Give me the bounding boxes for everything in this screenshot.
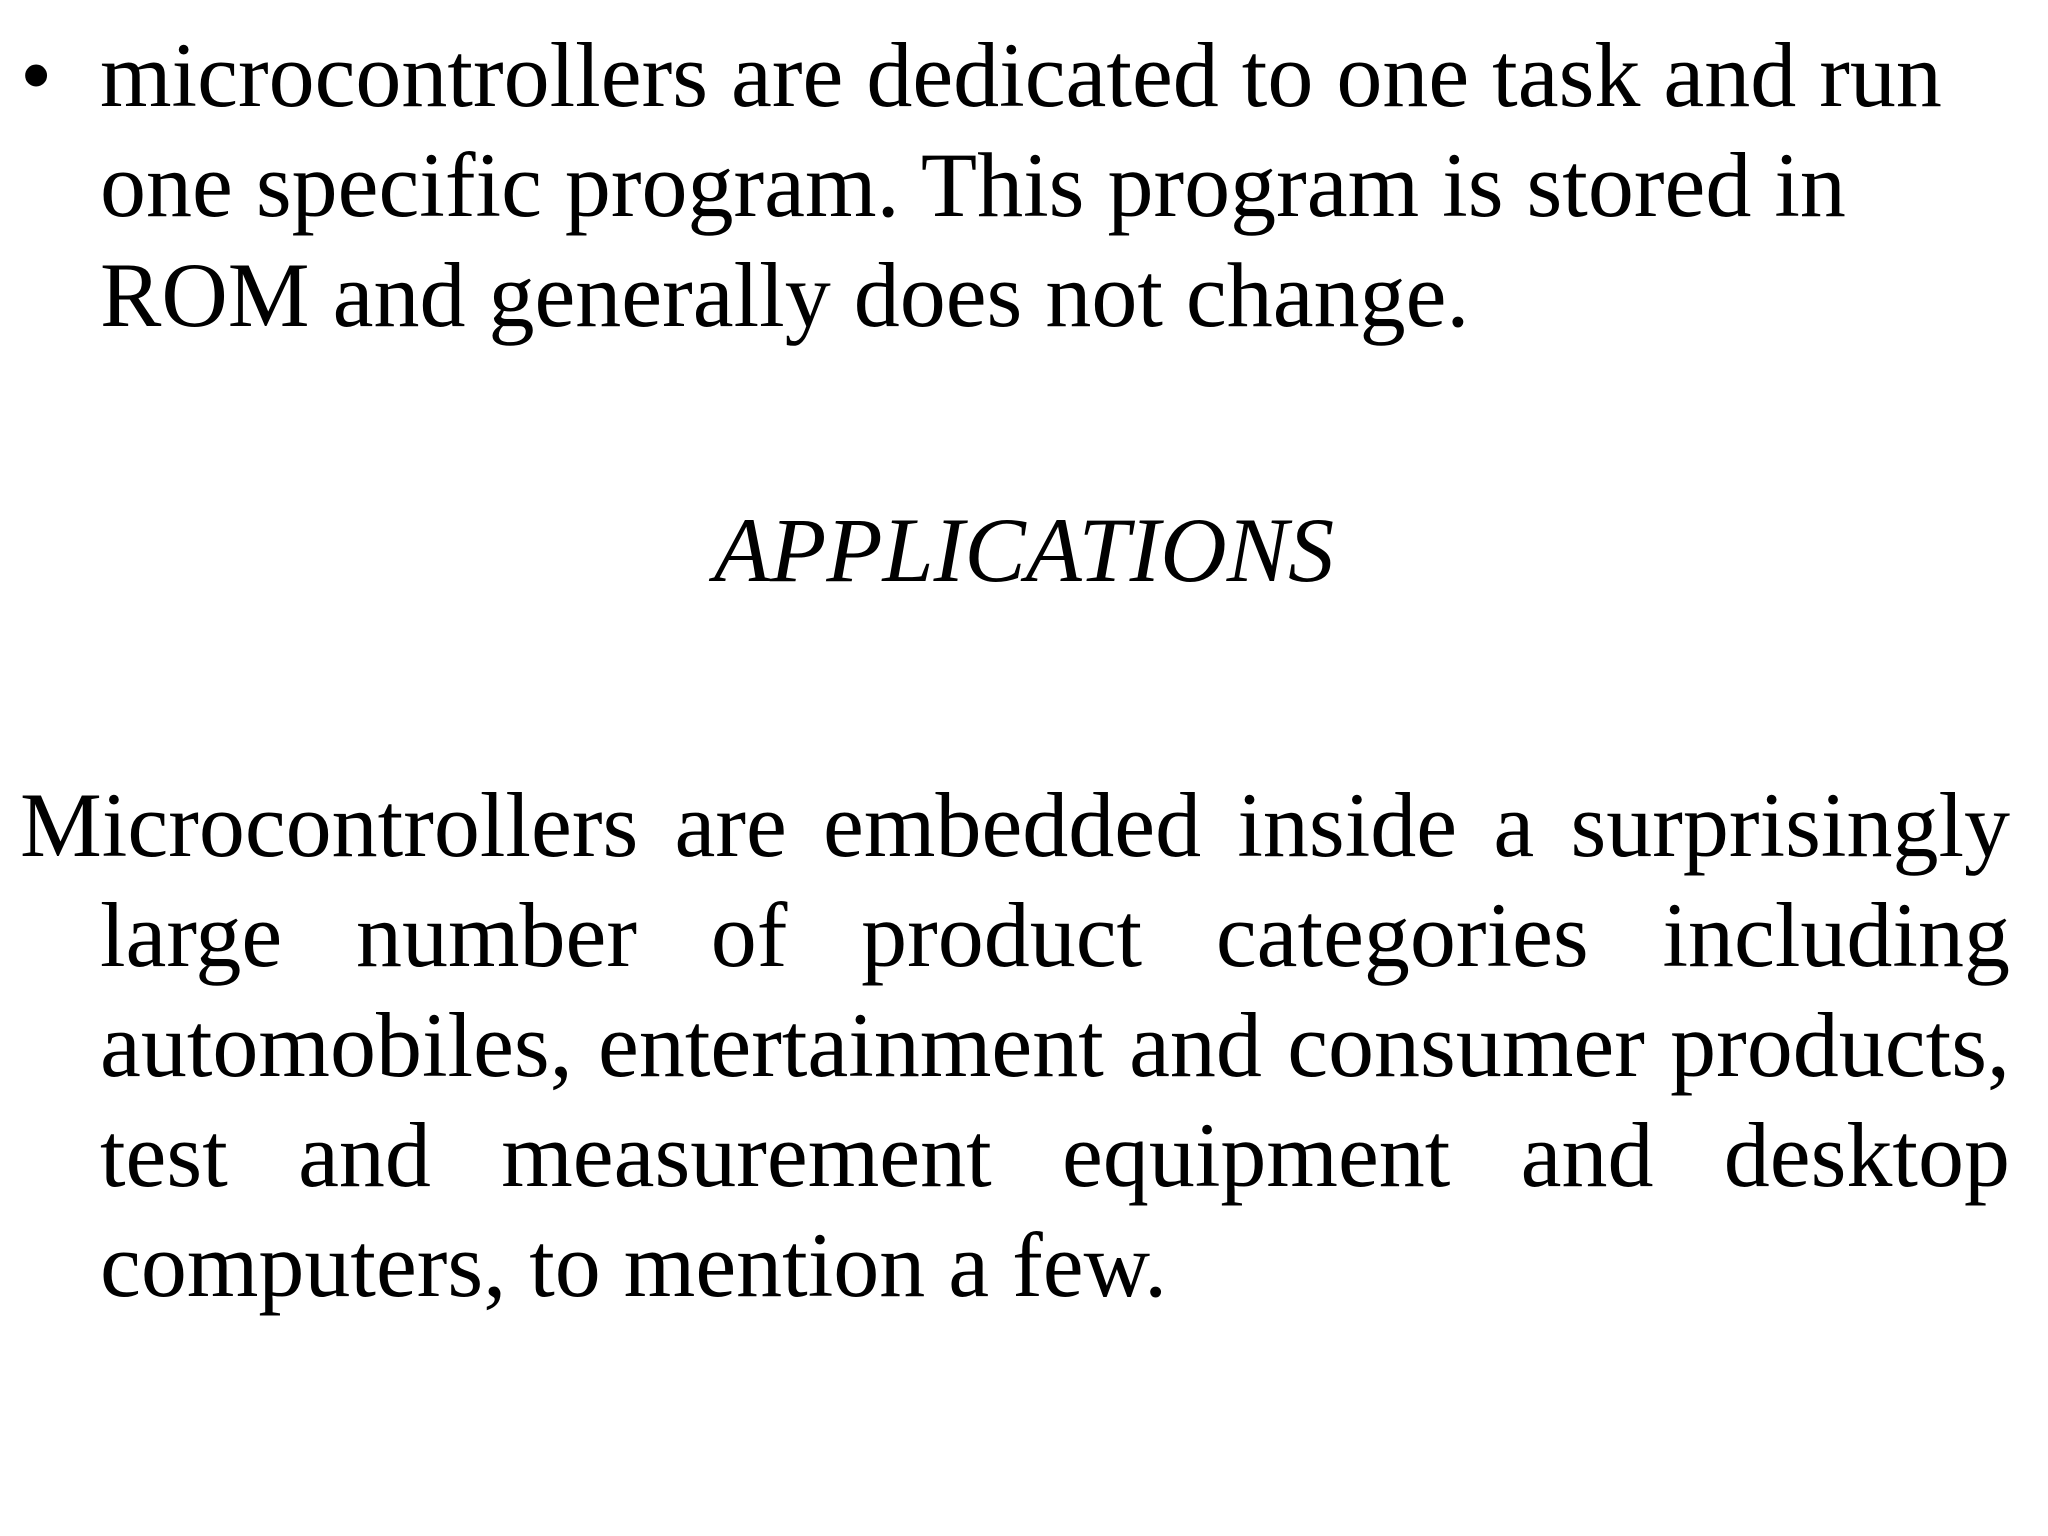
bullet-item — [20, 20, 2010, 350]
bullet-text: microcontrollers are dedicated to one task and run one specific program. This program is stored in ROM and generally does not change. — [100, 24, 1942, 346]
section-heading: APPLICATIONS — [713, 499, 1335, 601]
body-paragraph: Microcontrollers are embedded inside a surprisingly large number of product categories including automobiles, entertainment and consumer products, test and measurement equipment and desktop computers, to mention a few. — [20, 774, 2010, 1316]
bullet-icon: • — [20, 24, 53, 126]
